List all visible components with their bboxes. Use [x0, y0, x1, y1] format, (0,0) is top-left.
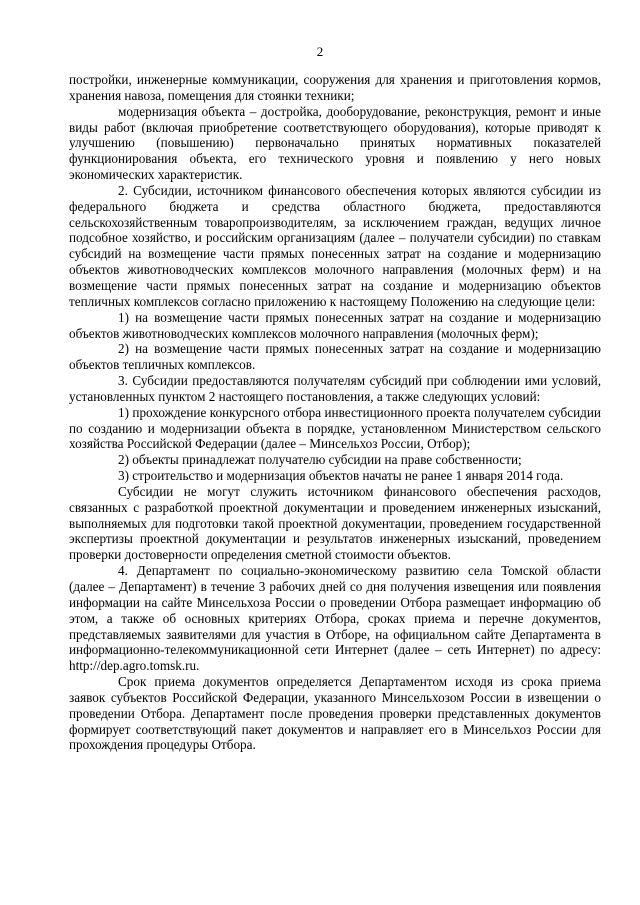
document-body: [69, 72, 601, 753]
paragraph: 2) на возмещение части прямых понесенных затрат на создание и модернизацию объектов тепличных комплексов.: [69, 341, 601, 373]
paragraph: 3) строительство и модернизация объектов начаты не ранее 1 января 2014 года.: [118, 468, 564, 484]
paragraph: Срок приема документов определяется Департаментом исходя из срока приема заявок субъектов Российской Федерации, указанного Минсельхозом России в извещении о проведении Отбора. Департамент после проведения проверки представленных документов формирует соответствующий пакет документов и направляет его в Минсельхоз России для прохождения процедуры Отбора.: [69, 674, 601, 753]
paragraph: 4. Департамент по социально-экономическому развитию села Томской области (далее – Департамент) в течение 3 рабочих дней со дня получения извещения или появления информации на сайте Минсельхоза России о проведении Отбора размещает информацию об этом, а также об основных критериях Отбора, сроках приема и перечне документов, представляемых заявителями для участия в Отборе, на официальном сайте Департамента в информационно-телекоммуникационной сети Интернет (далее – сеть Интернет) по адресу: http://dep.agro.tomsk.ru.: [69, 563, 601, 674]
paragraph: 2. Субсидии, источником финансового обеспечения которых являются субсидии из федерального бюджета и средства областного бюджета, предоставляются сельскохозяйственным товаропроизводителям, за исключением граждан, ведущих личное подсобное хозяйство, и российским организациям (далее – получатели субсидии) по ставкам субсидий на возмещение части прямых понесенных затрат на создание и модернизацию объектов животноводческих комплексов молочного направления (молочных ферм) и на возмещение части прямых понесенных затрат на создание и модернизацию объектов тепличных комплексов согласно приложению к настоящему Положению на следующие цели:: [69, 182, 601, 309]
paragraph: 3. Субсидии предоставляются получателям субсидий при соблюдении ими условий, установленных пунктом 2 настоящего постановления, а также следующих условий:: [69, 373, 601, 404]
paragraph: Субсидии не могут служить источником финансового обеспечения расходов, связанных с разработкой проектной документации и проведением инженерных изысканий, выполняемых для подготовки такой проектной документации, проведением государственной экспертизы проектной документации и результатов инженерных изысканий, проведением проверки достоверности определения сметной стоимости объектов.: [69, 483, 601, 563]
paragraph: постройки, инженерные коммуникации, сооружения для хранения и приготовления кормов, хранения навоза, помещения для стоянки техники;: [69, 72, 601, 103]
page-number: 2: [316, 44, 324, 59]
paragraph: 1) на возмещение части прямых понесенных затрат на создание и модернизацию объектов животноводческих комплексов молочного направления (молочных ферм);: [69, 309, 601, 341]
paragraph: 2) объекты принадлежат получателю субсидии на праве собственности;: [118, 452, 522, 468]
paragraph: модернизация объекта – достройка, дооборудование, реконструкция, ремонт и иные виды работ (включая приобретение соответствующего оборудования), которые приводят к улучшению (повышению) первоначально принятых нормативных показателей функционирования объекта, его технического уровня и появлению у него новых экономических характеристик.: [69, 103, 601, 183]
paragraph: 1) прохождение конкурсного отбора инвестиционного проекта получателем субсидии по созданию и модернизации объекта в порядке, установленном Министерством сельского хозяйства Российской Федерации (далее – Минсельхоз России, Отбор);: [69, 404, 601, 452]
